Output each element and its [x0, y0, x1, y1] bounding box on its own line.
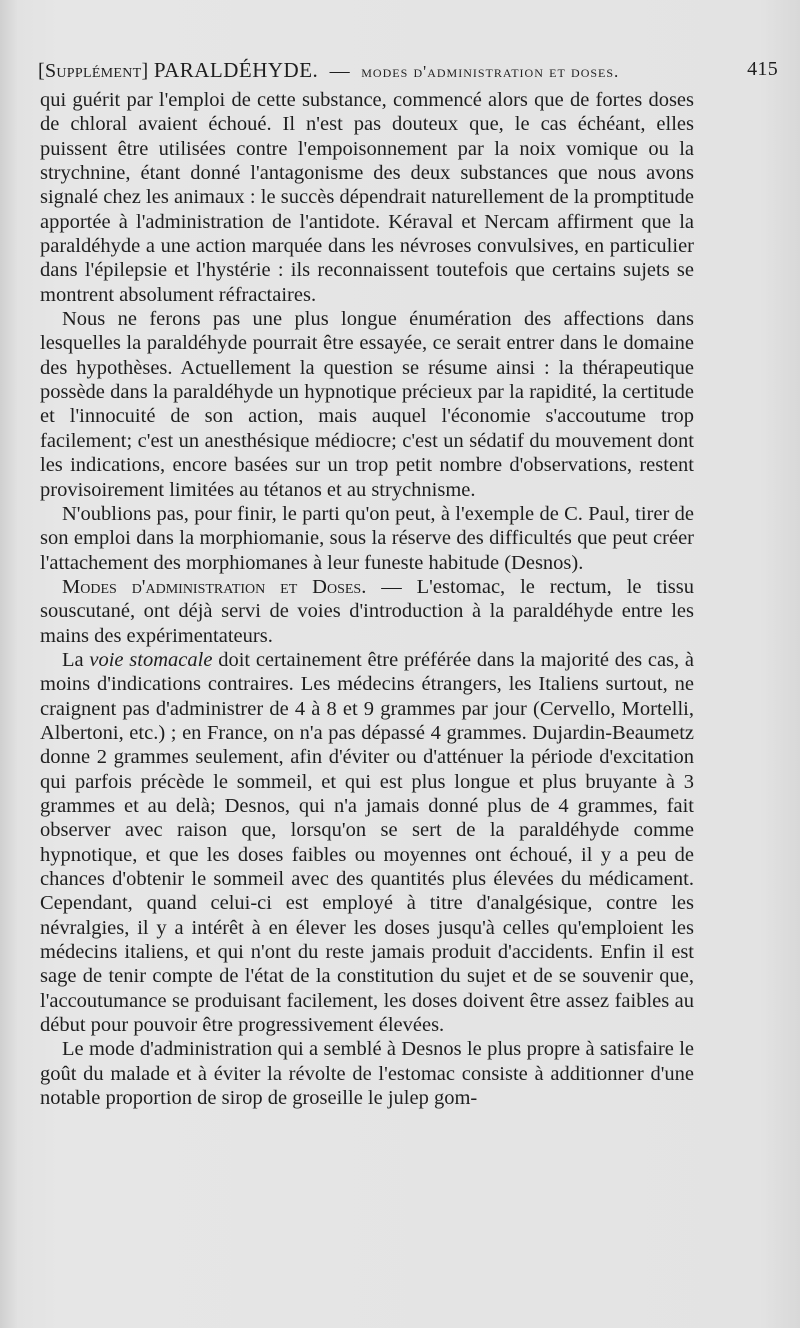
paragraph: N'oublions pas, pour finir, le parti qu'on peut, à l'exemple de C. Paul, tirer de son emploi dans la morphiomanie, sous la réserve des difficultés que peut créer l'attachement des morphiomanes à leur funeste habitude (Desnos).	[40, 502, 694, 574]
section-heading: Modes d'administration et Doses.	[62, 575, 367, 598]
paragraph-continued: qui guérit par l'emploi de cette substance, commencé alors que de fortes doses de chloral avaient échoué. Il n'est pas douteux que, le cas échéant, elles puissent être utilisées contre l'empoisonnement par la noix vomique ou la strychnine, étant donné l'antagonisme des deux substances que nous avons signalé chez les animaux : le succès dépendrait naturellement de la promptitude apportée à l'administration de l'antidote. Kéraval et Nercam affirment que la paraldéhyde a une action marquée dans les névroses convulsives, en particulier dans l'épilepsie et l'hystérie : ils reconnaissent toutefois que certains sujets se montrent absolument réfractaires.	[40, 89, 694, 306]
page-number: 415	[747, 58, 778, 80]
body-text	[40, 88, 694, 1110]
paragraph-text: doit certainement être préférée dans la majorité des cas, à moins d'indications contraires. Les médecins étrangers, les Italiens surtout, ne craignent pas d'administrer de 4 à 8 et 9 grammes par jour (Cervello, Mortelli, Albertoni, etc.) ; en France, on n'a pas dépassé 4 grammes. Dujardin-Beaumetz donne 2 grammes seulement, afin d'éviter ou d'atténuer la période d'excitation qui parfois précède le sommeil, et qui est plus longue et plus bruyante à 3 grammes et au delà; Desnos, qui n'a jamais donné plus de 4 grammes, fait observer avec raison que, lorsqu'on se sert de la paraldéhyde comme hypnotique, et que les doses faibles ou moyennes ont échoué, il y a peu de chances d'obtenir le sommeil avec des quantités plus élevées du médicament. Cependant, quand celui-ci est employé à titre d'analgésique, contre les névralgies, il y a intérêt à en élever les doses jusqu'à celles qu'emploient les médecins italiens, et qui n'ont du reste jamais produit d'accidents. Enfin il est sage de tenir compte de l'état de la constitution du sujet et de se souvenir que, l'accoutumance se produisant facilement, les doses doivent être assez faibles au début pour pouvoir être progressivement élevées.	[40, 648, 695, 1037]
article-title: PARALDÉHYDE.	[153, 58, 319, 82]
header-dash: —	[329, 60, 350, 82]
section-text: L'estomac, le rectum, le tissu souscutané, ont déjà servi de voies d'introduction à la paraldéhyde entre les mains des expérimentateurs.	[40, 575, 694, 647]
paragraph-lead: La	[62, 648, 84, 671]
italic-term: voie stomacale	[89, 648, 213, 671]
section-dash: —	[381, 575, 402, 598]
paragraph: Nous ne ferons pas une plus longue énumération des affections dans lesquelles la paraldéhyde pourrait être essayée, ce serait entrer dans le domaine des hypothèses. Actuellement la question se résume ainsi : la thérapeutique possède dans la paraldéhyde un hypnotique précieux par la rapidité, la certitude et l'innocuité de son action, mais auquel l'économie s'accoutume trop facilement; c'est un anesthésique médiocre; c'est un sédatif du mouvement dont les indications, encore basées sur un trop petit nombre d'observations, restent provisoirement limitées au tétanos et au strychnisme.	[40, 308, 694, 501]
paragraph-section	[40, 575, 694, 648]
paragraph	[40, 648, 694, 1038]
section-label: [Supplément]	[38, 60, 149, 82]
article-subtitle: modes d'administration et doses.	[361, 62, 620, 81]
paragraph: Le mode d'administration qui a semblé à Desnos le plus propre à satisfaire le goût du malade et à éviter la révolte de l'estomac consiste à additionner d'une notable proportion de sirop de groseille le julep gom-	[40, 1038, 694, 1110]
running-head	[38, 58, 778, 86]
